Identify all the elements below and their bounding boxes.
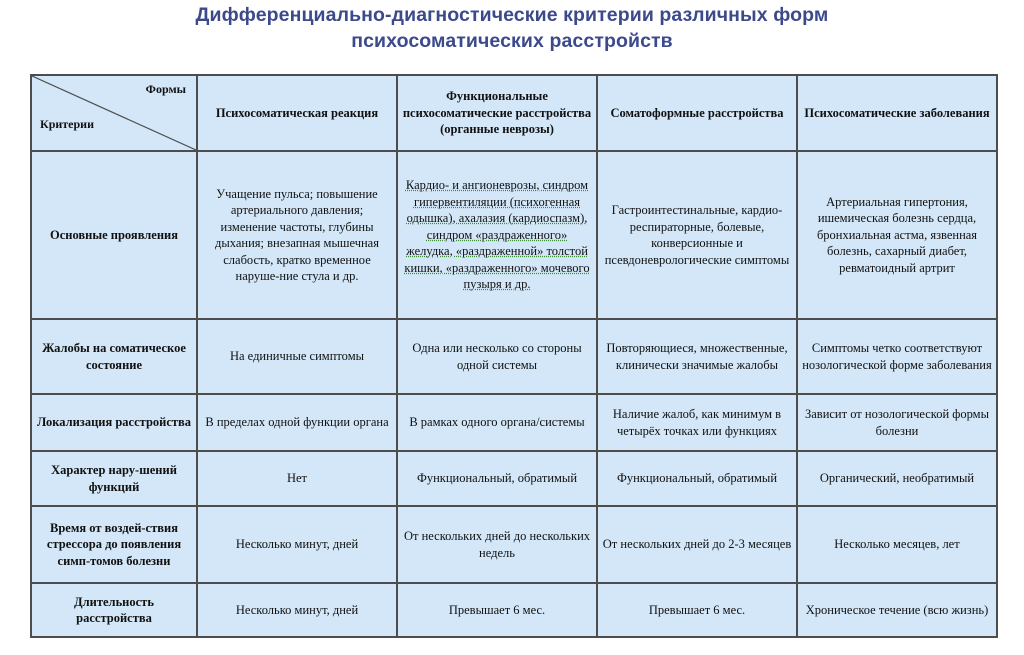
row-header: Характер нару-шений функций: [31, 451, 197, 506]
corner-header-cell: [31, 75, 197, 151]
table-cell: От нескольких дней до 2-3 месяцев: [597, 506, 797, 583]
title-line-1: Дифференциально-диагностические критерии различных форм: [195, 4, 829, 26]
row-header: Основные проявления: [31, 151, 197, 319]
table-cell: Учащение пульса; повышение артериального давления; изменение частоты, глубины дыхания; внезапная мышечная слабость, кратко временное наруше-ние стула и др.: [197, 151, 397, 319]
table-cell: Несколько минут, дней: [197, 583, 397, 637]
document-title: [0, 2, 1024, 54]
column-header: Психосоматическая реакция: [197, 75, 397, 151]
table-row: [31, 151, 997, 319]
table-cell: Гастроинтестинальные, кардио-респираторные, болевые, конверсионные и псевдоневрологические симптомы: [597, 151, 797, 319]
table-cell: Несколько месяцев, лет: [797, 506, 997, 583]
table-cell: Кардио- и ангионеврозы, синдром гипервентиляции (психогенная одышка), ахалазия (кардиоспазм), синдром «раздраженного» желудка, «раздраженной» толстой кишки, «раздраженного» мочевого пузыря и др.: [397, 151, 597, 319]
table-cell: Одна или несколько со стороны одной системы: [397, 319, 597, 394]
column-header: Психосоматические заболевания: [797, 75, 997, 151]
title-line-2: психосоматических расстройств: [351, 30, 673, 52]
table-cell: Несколько минут, дней: [197, 506, 397, 583]
table-row: [31, 583, 997, 637]
table-cell: В пределах одной функции органа: [197, 394, 397, 451]
row-header: Время от воздей-ствия стрессора до появления симп-томов болезни: [31, 506, 197, 583]
table-cell: Функциональный, обратимый: [597, 451, 797, 506]
row-header: Жалобы на соматическое состояние: [31, 319, 197, 394]
table-cell: Наличие жалоб, как минимум в четырёх точках или функциях: [597, 394, 797, 451]
table-cell: Превышает 6 мес.: [597, 583, 797, 637]
table-cell: Симптомы четко соответствуют нозологической форме заболевания: [797, 319, 997, 394]
corner-label-forms: Формы: [145, 82, 186, 96]
table-row: [31, 319, 997, 394]
table-cell: От нескольких дней до нескольких недель: [397, 506, 597, 583]
table-cell: Органический, необратимый: [797, 451, 997, 506]
column-header: Функциональные психосоматические расстройства (органные неврозы): [397, 75, 597, 151]
table-cell: Зависит от нозологической формы болезни: [797, 394, 997, 451]
table-header-row: [31, 75, 997, 151]
criteria-table: [30, 74, 998, 638]
table-cell: На единичные симптомы: [197, 319, 397, 394]
table-cell: Функциональный, обратимый: [397, 451, 597, 506]
table-cell: В рамках одного органа/системы: [397, 394, 597, 451]
table-row: [31, 394, 997, 451]
table-cell: Повторяющиеся, множественные, клинически значимые жалобы: [597, 319, 797, 394]
table-cell: Артериальная гипертония, ишемическая болезнь сердца, бронхиальная астма, язвенная болезнь, сахарный диабет, ревматоидный артрит: [797, 151, 997, 319]
row-header: Длительность расстройства: [31, 583, 197, 637]
corner-label-criteria: Критерии: [40, 116, 95, 131]
table-cell: Нет: [197, 451, 397, 506]
row-header: Локализация расстройства: [31, 394, 197, 451]
table-row: [31, 451, 997, 506]
table-row: [31, 506, 997, 583]
table-cell: Превышает 6 мес.: [397, 583, 597, 637]
column-header: Соматоформные расстройства: [597, 75, 797, 151]
table-cell: Хроническое течение (всю жизнь): [797, 583, 997, 637]
